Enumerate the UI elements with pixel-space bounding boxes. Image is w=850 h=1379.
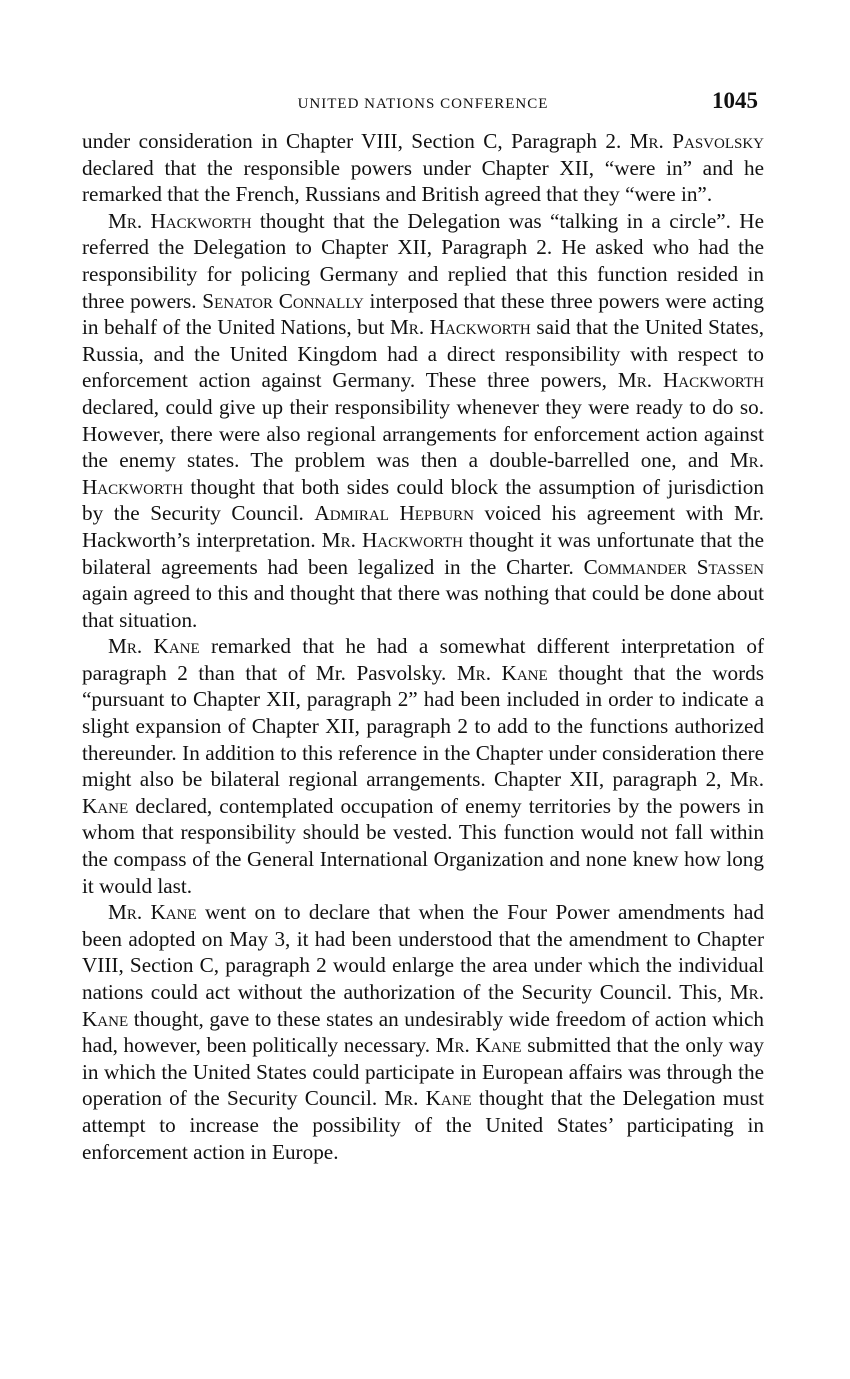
- body-text: [82, 128, 764, 1165]
- text-run: under consideration in Chapter VIII, Section C, Paragraph 2.: [82, 129, 630, 153]
- text-run: interposed that these three powers were acting in behalf of the United Nations, but: [82, 288, 764, 340]
- running-header: [82, 88, 764, 122]
- text-run: declared that the responsible powers under Chapter XII, “were in” and he remarked that the French, Russians and British agreed that they “were in”.: [82, 155, 764, 207]
- text-run: thought that both sides could block the assumption of jurisdiction by the Security Council.: [82, 474, 764, 526]
- text-run: submitted that the only way in which the United States could participate in European affairs was through the operation of the Security Council.: [82, 1033, 764, 1111]
- text-run: said that the United States, Russia, and the United Kingdom had a direct responsibility with respect to enforcement action against Germany. These three powers,: [82, 315, 765, 393]
- speaker-name: Mr. Kane: [82, 980, 764, 1031]
- speaker-name: Mr. Kane: [384, 1086, 472, 1111]
- speaker-name: Mr. Kane: [435, 1033, 522, 1058]
- text-run: remarked that he had a somewhat different interpretation of paragraph 2 than that of Mr. Pasvolsky.: [82, 634, 765, 685]
- speaker-name: Mr. Kane: [456, 660, 548, 685]
- document-page: [82, 88, 764, 1165]
- text-run: voiced his agreement with Mr. Hackworth’s interpretation.: [82, 501, 764, 552]
- text-run: went on to declare that when the Four Power amendments had been adopted on May 3, it had been understood that the amendment to Chapter VIII, Section C, paragraph 2 would enlarge the area under which the individual nations could act without the authorization of the Security Council. This,: [82, 900, 764, 1004]
- text-run: thought it was unfortunate that the bilateral agreements had been legalized in the Charter.: [82, 527, 764, 579]
- speaker-name: Admiral Hepburn: [314, 501, 474, 526]
- text-run: again agreed to this and thought that there was nothing that could be done about that situation.: [82, 581, 764, 632]
- speaker-name: Mr. Hackworth: [108, 208, 252, 233]
- speaker-name: Commander Stassen: [583, 554, 765, 579]
- text-run: thought, gave to these states an undesirably wide freedom of action which had, however, been politically necessary.: [82, 1006, 764, 1058]
- speaker-name: Mr. Hackworth: [389, 315, 531, 340]
- text-run: thought that the Delegation must attempt to increase the possibility of the United States’ participating in enforcement action in Europe.: [82, 1086, 764, 1164]
- paragraph-1: [82, 128, 764, 208]
- speaker-name: Mr. Hackworth: [82, 448, 764, 499]
- paragraph-2: [82, 208, 764, 634]
- speaker-name: Mr. Pasvolsky: [629, 129, 765, 153]
- text-run: thought that the Delegation was “talking in a circle”. He referred the Delegation to Chapter XII, Paragraph 2. He asked who had the responsibility for policing Germany and replied that this function resided in three powers.: [82, 208, 764, 313]
- speaker-name: Mr. Kane: [82, 767, 764, 818]
- text-run: declared, could give up their responsibility whenever they were ready to do so. However, there were also regional arrangements for enforcement action against the enemy states. The problem was then a double-barrelled one, and: [82, 394, 764, 473]
- page-number: 1045: [712, 88, 758, 113]
- text-run: thought that the words “pursuant to Chapter XII, paragraph 2” had been included in order to indicate a slight expansion of Chapter XII, paragraph 2 to add to the functions authorized thereunder. In addition to this reference in the Chapter under consideration there might also be bilateral regional arrangements. Chapter XII, paragraph 2,: [82, 660, 764, 792]
- speaker-name: Senator Connally: [202, 288, 364, 313]
- speaker-name: Mr. Hackworth: [617, 368, 765, 393]
- paragraph-3: [82, 633, 764, 899]
- text-run: declared, contemplated occupation of enemy territories by the powers in whom that responsibility should be vested. This function would not fall within the compass of the General International Organization and none knew how long it would last.: [82, 793, 764, 898]
- running-title: UNITED NATIONS CONFERENCE: [297, 96, 549, 112]
- speaker-name: Mr. Kane: [108, 900, 197, 925]
- paragraph-4: [82, 899, 764, 1165]
- speaker-name: Mr. Kane: [108, 634, 200, 659]
- speaker-name: Mr. Hackworth: [321, 527, 463, 552]
